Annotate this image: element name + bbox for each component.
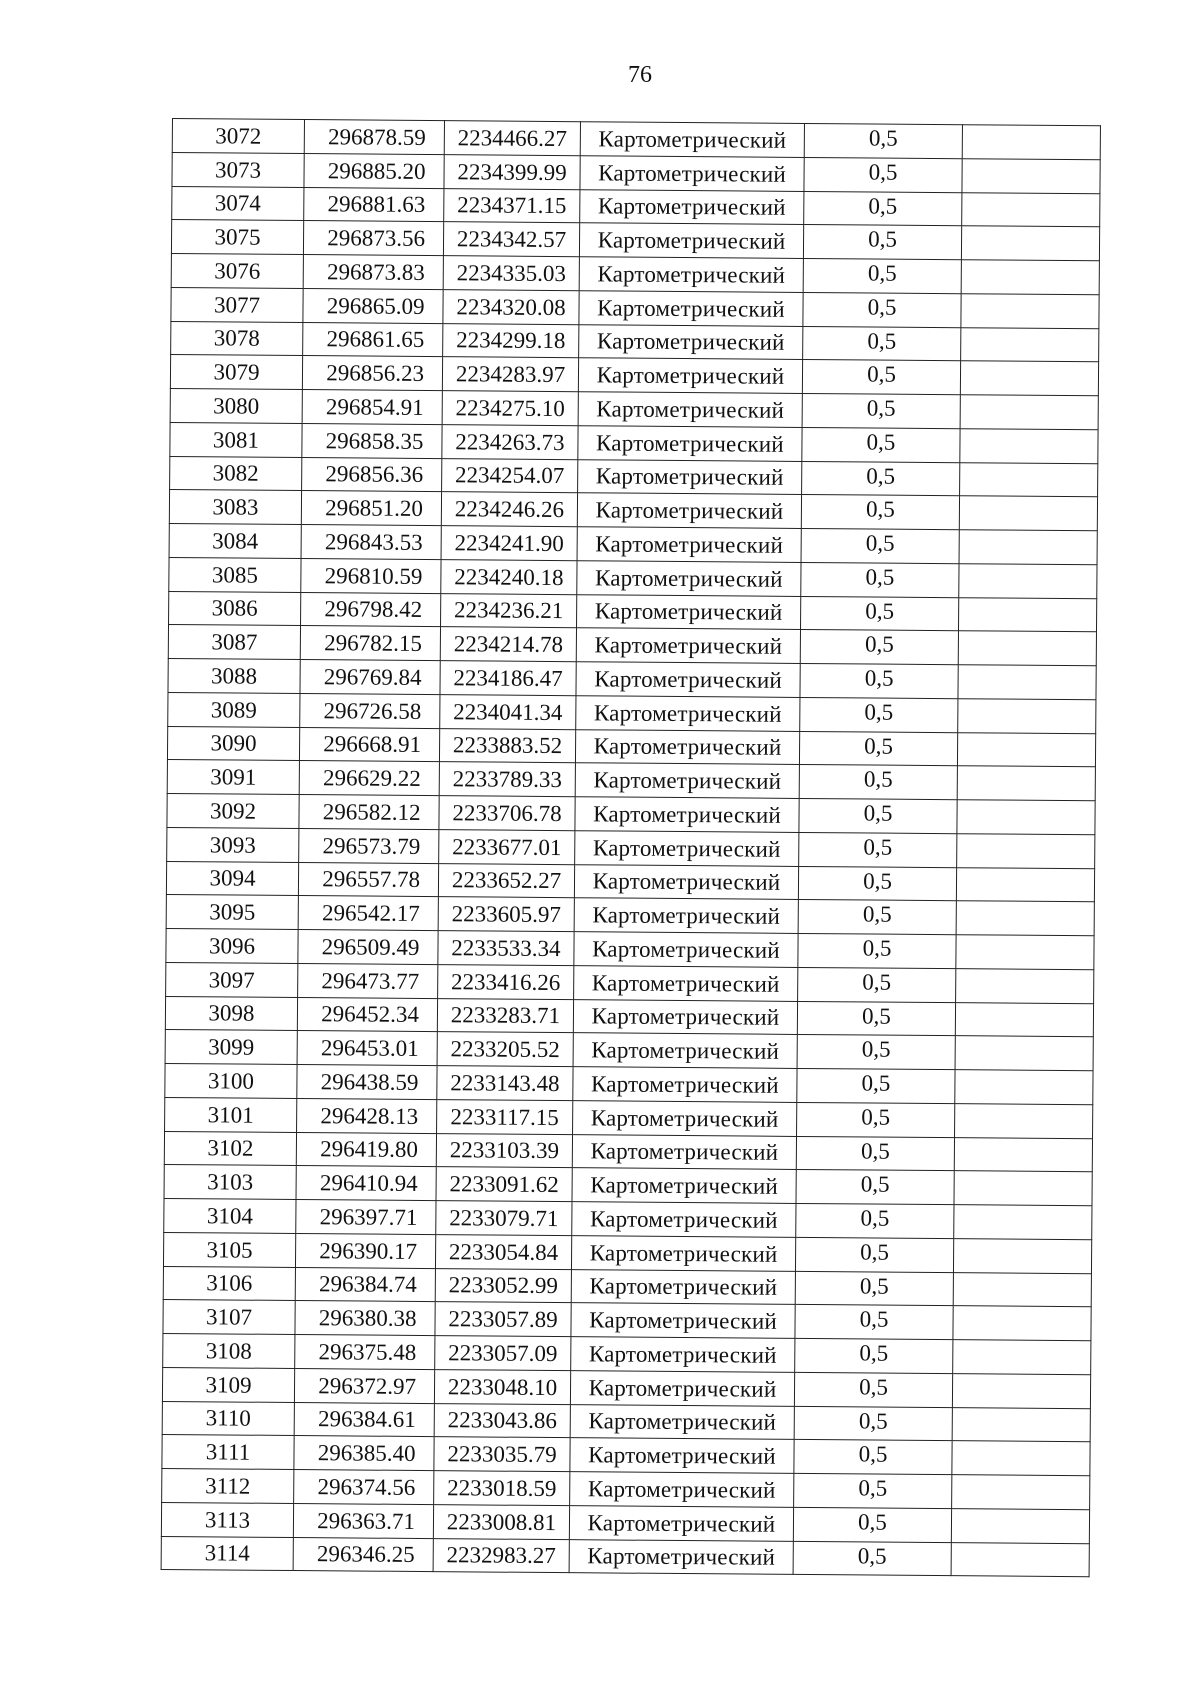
method-cell: Картометрический bbox=[578, 358, 802, 394]
method-cell: Картометрический bbox=[577, 594, 801, 630]
point-number-cell: 3077 bbox=[171, 287, 303, 322]
note-cell bbox=[961, 293, 1099, 328]
method-cell: Картометрический bbox=[577, 560, 801, 596]
point-number-cell: 3091 bbox=[167, 760, 299, 795]
x-coordinate-cell: 296372.97 bbox=[294, 1368, 434, 1403]
x-coordinate-cell: 296384.61 bbox=[294, 1402, 434, 1437]
method-cell: Картометрический bbox=[572, 1168, 796, 1204]
point-number-cell: 3112 bbox=[162, 1468, 294, 1503]
note-cell bbox=[956, 968, 1094, 1003]
method-cell: Картометрический bbox=[575, 797, 799, 833]
precision-cell: 0,5 bbox=[802, 360, 960, 395]
x-coordinate-cell: 296629.22 bbox=[299, 761, 439, 796]
x-coordinate-cell: 296881.63 bbox=[304, 187, 444, 222]
y-coordinate-cell: 2233008.81 bbox=[433, 1504, 569, 1539]
method-cell: Картометрический bbox=[576, 695, 800, 731]
note-cell bbox=[953, 1272, 1091, 1307]
method-cell: Картометрический bbox=[579, 324, 803, 360]
note-cell bbox=[955, 1002, 1093, 1037]
y-coordinate-cell: 2233143.48 bbox=[437, 1066, 573, 1101]
table-row bbox=[161, 1536, 1089, 1577]
precision-cell: 0,5 bbox=[797, 1102, 955, 1137]
note-cell bbox=[956, 867, 1094, 902]
y-coordinate-cell: 2234254.07 bbox=[442, 458, 578, 493]
precision-cell: 0,5 bbox=[799, 731, 957, 766]
method-cell: Картометрический bbox=[569, 1505, 793, 1541]
x-coordinate-cell: 296453.01 bbox=[297, 1031, 437, 1066]
precision-cell: 0,5 bbox=[795, 1271, 953, 1306]
point-number-cell: 3081 bbox=[170, 422, 302, 457]
precision-cell: 0,5 bbox=[801, 495, 959, 530]
precision-cell: 0,5 bbox=[794, 1406, 952, 1441]
y-coordinate-cell: 2234186.47 bbox=[440, 661, 576, 696]
method-cell: Картометрический bbox=[575, 729, 799, 765]
precision-cell: 0,5 bbox=[799, 798, 957, 833]
point-number-cell: 3100 bbox=[165, 1063, 297, 1098]
note-cell bbox=[955, 1070, 1093, 1105]
method-cell: Картометрический bbox=[578, 425, 802, 461]
x-coordinate-cell: 296385.40 bbox=[294, 1436, 434, 1471]
note-cell bbox=[952, 1407, 1090, 1442]
note-cell bbox=[962, 125, 1100, 160]
y-coordinate-cell: 2233652.27 bbox=[438, 863, 574, 898]
point-number-cell: 3105 bbox=[163, 1232, 295, 1267]
x-coordinate-cell: 296452.34 bbox=[297, 997, 437, 1032]
note-cell bbox=[952, 1441, 1090, 1476]
point-number-cell: 3098 bbox=[165, 996, 297, 1031]
precision-cell: 0,5 bbox=[798, 933, 956, 968]
point-number-cell: 3086 bbox=[169, 591, 301, 626]
point-number-cell: 3089 bbox=[168, 692, 300, 727]
y-coordinate-cell: 2233043.86 bbox=[434, 1403, 570, 1438]
y-coordinate-cell: 2233283.71 bbox=[437, 998, 573, 1033]
method-cell: Картометрический bbox=[577, 527, 801, 563]
method-cell: Картометрический bbox=[578, 392, 802, 428]
point-number-cell: 3110 bbox=[162, 1401, 294, 1436]
y-coordinate-cell: 2233677.01 bbox=[439, 829, 575, 864]
note-cell bbox=[957, 833, 1095, 868]
note-cell bbox=[957, 800, 1095, 835]
note-cell bbox=[954, 1137, 1092, 1172]
y-coordinate-cell: 2234275.10 bbox=[442, 391, 578, 426]
x-coordinate-cell: 296390.17 bbox=[295, 1233, 435, 1268]
precision-cell: 0,5 bbox=[796, 1136, 954, 1171]
precision-cell: 0,5 bbox=[801, 528, 959, 563]
y-coordinate-cell: 2233054.84 bbox=[435, 1234, 571, 1269]
x-coordinate-cell: 296858.35 bbox=[302, 423, 442, 458]
method-cell: Картометрический bbox=[574, 898, 798, 934]
note-cell bbox=[953, 1238, 1091, 1273]
method-cell: Картометрический bbox=[573, 1067, 797, 1103]
note-cell bbox=[951, 1508, 1089, 1543]
note-cell bbox=[956, 935, 1094, 970]
note-cell bbox=[962, 192, 1100, 227]
point-number-cell: 3099 bbox=[165, 1030, 297, 1065]
x-coordinate-cell: 296428.13 bbox=[297, 1098, 437, 1133]
method-cell: Картометрический bbox=[570, 1404, 794, 1440]
y-coordinate-cell: 2233533.34 bbox=[438, 931, 574, 966]
note-cell bbox=[953, 1340, 1091, 1375]
x-coordinate-cell: 296885.20 bbox=[304, 153, 444, 188]
y-coordinate-cell: 2234236.21 bbox=[441, 593, 577, 628]
method-cell: Картометрический bbox=[572, 1134, 796, 1170]
method-cell: Картометрический bbox=[570, 1472, 794, 1508]
point-number-cell: 3107 bbox=[163, 1300, 295, 1335]
y-coordinate-cell: 2234263.73 bbox=[442, 424, 578, 459]
y-coordinate-cell: 2233205.52 bbox=[437, 1032, 573, 1067]
point-number-cell: 3093 bbox=[167, 827, 299, 862]
x-coordinate-cell: 296668.91 bbox=[299, 727, 439, 762]
y-coordinate-cell: 2233117.15 bbox=[437, 1099, 573, 1134]
point-number-cell: 3088 bbox=[168, 658, 300, 693]
precision-cell: 0,5 bbox=[800, 697, 958, 732]
method-cell: Картометрический bbox=[571, 1235, 795, 1271]
precision-cell: 0,5 bbox=[799, 765, 957, 800]
precision-cell: 0,5 bbox=[799, 832, 957, 867]
note-cell bbox=[961, 327, 1099, 362]
point-number-cell: 3078 bbox=[171, 321, 303, 356]
x-coordinate-cell: 296798.42 bbox=[301, 592, 441, 627]
y-coordinate-cell: 2233057.89 bbox=[435, 1302, 571, 1337]
method-cell: Картометрический bbox=[569, 1539, 793, 1575]
y-coordinate-cell: 2234241.90 bbox=[441, 526, 577, 561]
point-number-cell: 3076 bbox=[171, 253, 303, 288]
note-cell bbox=[959, 530, 1097, 565]
precision-cell: 0,5 bbox=[798, 866, 956, 901]
note-cell bbox=[957, 732, 1095, 767]
x-coordinate-cell: 296582.12 bbox=[299, 795, 439, 830]
x-coordinate-cell: 296854.91 bbox=[302, 390, 442, 425]
x-coordinate-cell: 296865.09 bbox=[303, 288, 443, 323]
point-number-cell: 3108 bbox=[163, 1333, 295, 1368]
point-number-cell: 3103 bbox=[164, 1165, 296, 1200]
point-number-cell: 3080 bbox=[170, 388, 302, 423]
x-coordinate-cell: 296573.79 bbox=[299, 828, 439, 863]
precision-cell: 0,5 bbox=[795, 1237, 953, 1272]
y-coordinate-cell: 2234041.34 bbox=[440, 694, 576, 729]
point-number-cell: 3104 bbox=[164, 1198, 296, 1233]
note-cell bbox=[951, 1542, 1089, 1577]
x-coordinate-cell: 296843.53 bbox=[301, 525, 441, 560]
point-number-cell: 3111 bbox=[162, 1435, 294, 1470]
y-coordinate-cell: 2233018.59 bbox=[434, 1471, 570, 1506]
method-cell: Картометрический bbox=[579, 223, 803, 259]
point-number-cell: 3097 bbox=[166, 962, 298, 997]
precision-cell: 0,5 bbox=[794, 1473, 952, 1508]
y-coordinate-cell: 2234240.18 bbox=[441, 559, 577, 594]
coordinates-table-body bbox=[161, 119, 1100, 1577]
precision-cell: 0,5 bbox=[802, 461, 960, 496]
y-coordinate-cell: 2233103.39 bbox=[436, 1133, 572, 1168]
y-coordinate-cell: 2233035.79 bbox=[434, 1437, 570, 1472]
point-number-cell: 3101 bbox=[165, 1097, 297, 1132]
precision-cell: 0,5 bbox=[803, 292, 961, 327]
point-number-cell: 3113 bbox=[161, 1502, 293, 1537]
x-coordinate-cell: 296861.65 bbox=[303, 322, 443, 357]
precision-cell: 0,5 bbox=[802, 427, 960, 462]
x-coordinate-cell: 296509.49 bbox=[298, 930, 438, 965]
note-cell bbox=[962, 158, 1100, 193]
point-number-cell: 3079 bbox=[170, 355, 302, 390]
precision-cell: 0,5 bbox=[797, 1068, 955, 1103]
x-coordinate-cell: 296380.38 bbox=[295, 1301, 435, 1336]
x-coordinate-cell: 296346.25 bbox=[293, 1537, 433, 1572]
point-number-cell: 3096 bbox=[166, 928, 298, 963]
precision-cell: 0,5 bbox=[795, 1305, 953, 1340]
method-cell: Картометрический bbox=[575, 830, 799, 866]
precision-cell: 0,5 bbox=[797, 1035, 955, 1070]
y-coordinate-cell: 2233605.97 bbox=[438, 897, 574, 932]
x-coordinate-cell: 296856.36 bbox=[302, 457, 442, 492]
note-cell bbox=[956, 901, 1094, 936]
note-cell bbox=[958, 631, 1096, 666]
x-coordinate-cell: 296769.84 bbox=[300, 660, 440, 695]
y-coordinate-cell: 2234335.03 bbox=[443, 256, 579, 291]
x-coordinate-cell: 296397.71 bbox=[296, 1200, 436, 1235]
y-coordinate-cell: 2233883.52 bbox=[439, 728, 575, 763]
method-cell: Картометрический bbox=[571, 1303, 795, 1339]
precision-cell: 0,5 bbox=[800, 663, 958, 698]
point-number-cell: 3090 bbox=[167, 726, 299, 761]
precision-cell: 0,5 bbox=[793, 1541, 951, 1576]
note-cell bbox=[961, 226, 1099, 261]
note-cell bbox=[958, 698, 1096, 733]
note-cell bbox=[959, 496, 1097, 531]
x-coordinate-cell: 296782.15 bbox=[300, 626, 440, 661]
method-cell: Картометрический bbox=[574, 932, 798, 968]
precision-cell: 0,5 bbox=[803, 225, 961, 260]
note-cell bbox=[955, 1103, 1093, 1138]
y-coordinate-cell: 2233416.26 bbox=[438, 964, 574, 999]
method-cell: Картометрический bbox=[576, 662, 800, 698]
method-cell: Картометрический bbox=[580, 122, 804, 158]
x-coordinate-cell: 296810.59 bbox=[301, 558, 441, 593]
method-cell: Картометрический bbox=[575, 763, 799, 799]
x-coordinate-cell: 296419.80 bbox=[296, 1132, 436, 1167]
x-coordinate-cell: 296873.83 bbox=[303, 255, 443, 290]
method-cell: Картометрический bbox=[579, 257, 803, 293]
note-cell bbox=[960, 395, 1098, 430]
method-cell: Картометрический bbox=[571, 1337, 795, 1373]
precision-cell: 0,5 bbox=[804, 191, 962, 226]
x-coordinate-cell: 296410.94 bbox=[296, 1166, 436, 1201]
point-number-cell: 3109 bbox=[162, 1367, 294, 1402]
point-number-cell: 3095 bbox=[166, 895, 298, 930]
y-coordinate-cell: 2234299.18 bbox=[443, 323, 579, 358]
precision-cell: 0,5 bbox=[800, 630, 958, 665]
precision-cell: 0,5 bbox=[796, 1170, 954, 1205]
x-coordinate-cell: 296384.74 bbox=[295, 1267, 435, 1302]
precision-cell: 0,5 bbox=[804, 157, 962, 192]
method-cell: Картометрический bbox=[570, 1370, 794, 1406]
x-coordinate-cell: 296473.77 bbox=[298, 963, 438, 998]
precision-cell: 0,5 bbox=[793, 1507, 951, 1542]
page-number: 76 bbox=[628, 62, 652, 88]
note-cell bbox=[952, 1475, 1090, 1510]
note-cell bbox=[953, 1306, 1091, 1341]
x-coordinate-cell: 296542.17 bbox=[298, 896, 438, 931]
point-number-cell: 3085 bbox=[169, 557, 301, 592]
method-cell: Картометрический bbox=[571, 1269, 795, 1305]
x-coordinate-cell: 296363.71 bbox=[293, 1503, 433, 1538]
point-number-cell: 3094 bbox=[166, 861, 298, 896]
point-number-cell: 3084 bbox=[169, 523, 301, 558]
method-cell: Картометрический bbox=[570, 1438, 794, 1474]
coordinates-table bbox=[161, 118, 1101, 1578]
x-coordinate-cell: 296438.59 bbox=[297, 1065, 437, 1100]
y-coordinate-cell: 2234466.27 bbox=[444, 121, 580, 156]
point-number-cell: 3082 bbox=[170, 456, 302, 491]
precision-cell: 0,5 bbox=[803, 258, 961, 293]
precision-cell: 0,5 bbox=[803, 326, 961, 361]
point-number-cell: 3072 bbox=[172, 119, 304, 154]
note-cell bbox=[959, 563, 1097, 598]
y-coordinate-cell: 2233057.09 bbox=[435, 1336, 571, 1371]
precision-cell: 0,5 bbox=[801, 562, 959, 597]
x-coordinate-cell: 296856.23 bbox=[302, 356, 442, 391]
y-coordinate-cell: 2233052.99 bbox=[435, 1268, 571, 1303]
y-coordinate-cell: 2234246.26 bbox=[441, 492, 577, 527]
point-number-cell: 3087 bbox=[168, 625, 300, 660]
y-coordinate-cell: 2233079.71 bbox=[436, 1201, 572, 1236]
method-cell: Картометрический bbox=[578, 459, 802, 495]
precision-cell: 0,5 bbox=[794, 1372, 952, 1407]
y-coordinate-cell: 2234371.15 bbox=[444, 188, 580, 223]
note-cell bbox=[958, 665, 1096, 700]
precision-cell: 0,5 bbox=[798, 900, 956, 935]
point-number-cell: 3074 bbox=[172, 186, 304, 221]
y-coordinate-cell: 2233048.10 bbox=[434, 1369, 570, 1404]
x-coordinate-cell: 296374.56 bbox=[294, 1469, 434, 1504]
point-number-cell: 3083 bbox=[169, 490, 301, 525]
precision-cell: 0,5 bbox=[795, 1338, 953, 1373]
note-cell bbox=[955, 1036, 1093, 1071]
point-number-cell: 3106 bbox=[163, 1266, 295, 1301]
precision-cell: 0,5 bbox=[804, 123, 962, 158]
precision-cell: 0,5 bbox=[794, 1440, 952, 1475]
x-coordinate-cell: 296726.58 bbox=[300, 693, 440, 728]
y-coordinate-cell: 2234320.08 bbox=[443, 289, 579, 324]
note-cell bbox=[960, 361, 1098, 396]
method-cell: Картометрический bbox=[573, 1033, 797, 1069]
point-number-cell: 3073 bbox=[172, 152, 304, 187]
y-coordinate-cell: 2234399.99 bbox=[444, 154, 580, 189]
x-coordinate-cell: 296557.78 bbox=[298, 862, 438, 897]
method-cell: Картометрический bbox=[580, 189, 804, 225]
note-cell bbox=[957, 766, 1095, 801]
y-coordinate-cell: 2234214.78 bbox=[440, 627, 576, 662]
method-cell: Картометрический bbox=[579, 290, 803, 326]
method-cell: Картометрический bbox=[574, 864, 798, 900]
x-coordinate-cell: 296375.48 bbox=[295, 1335, 435, 1370]
note-cell bbox=[960, 462, 1098, 497]
precision-cell: 0,5 bbox=[797, 1001, 955, 1036]
method-cell: Картометрический bbox=[574, 965, 798, 1001]
precision-cell: 0,5 bbox=[796, 1203, 954, 1238]
y-coordinate-cell: 2234342.57 bbox=[443, 222, 579, 257]
y-coordinate-cell: 2232983.27 bbox=[433, 1538, 569, 1573]
x-coordinate-cell: 296851.20 bbox=[301, 491, 441, 526]
note-cell bbox=[960, 428, 1098, 463]
note-cell bbox=[954, 1171, 1092, 1206]
point-number-cell: 3102 bbox=[164, 1131, 296, 1166]
x-coordinate-cell: 296878.59 bbox=[304, 120, 444, 155]
y-coordinate-cell: 2233091.62 bbox=[436, 1167, 572, 1202]
method-cell: Картометрический bbox=[573, 999, 797, 1035]
point-number-cell: 3075 bbox=[171, 220, 303, 255]
note-cell bbox=[958, 597, 1096, 632]
point-number-cell: 3114 bbox=[161, 1536, 293, 1571]
note-cell bbox=[954, 1205, 1092, 1240]
y-coordinate-cell: 2234283.97 bbox=[442, 357, 578, 392]
method-cell: Картометрический bbox=[576, 628, 800, 664]
method-cell: Картометрический bbox=[572, 1202, 796, 1238]
method-cell: Картометрический bbox=[580, 155, 804, 191]
note-cell bbox=[952, 1373, 1090, 1408]
y-coordinate-cell: 2233706.78 bbox=[439, 796, 575, 831]
y-coordinate-cell: 2233789.33 bbox=[439, 762, 575, 797]
x-coordinate-cell: 296873.56 bbox=[303, 221, 443, 256]
precision-cell: 0,5 bbox=[802, 393, 960, 428]
precision-cell: 0,5 bbox=[798, 967, 956, 1002]
note-cell bbox=[961, 260, 1099, 295]
method-cell: Картометрический bbox=[577, 493, 801, 529]
method-cell: Картометрический bbox=[573, 1100, 797, 1136]
point-number-cell: 3092 bbox=[167, 793, 299, 828]
precision-cell: 0,5 bbox=[801, 596, 959, 631]
